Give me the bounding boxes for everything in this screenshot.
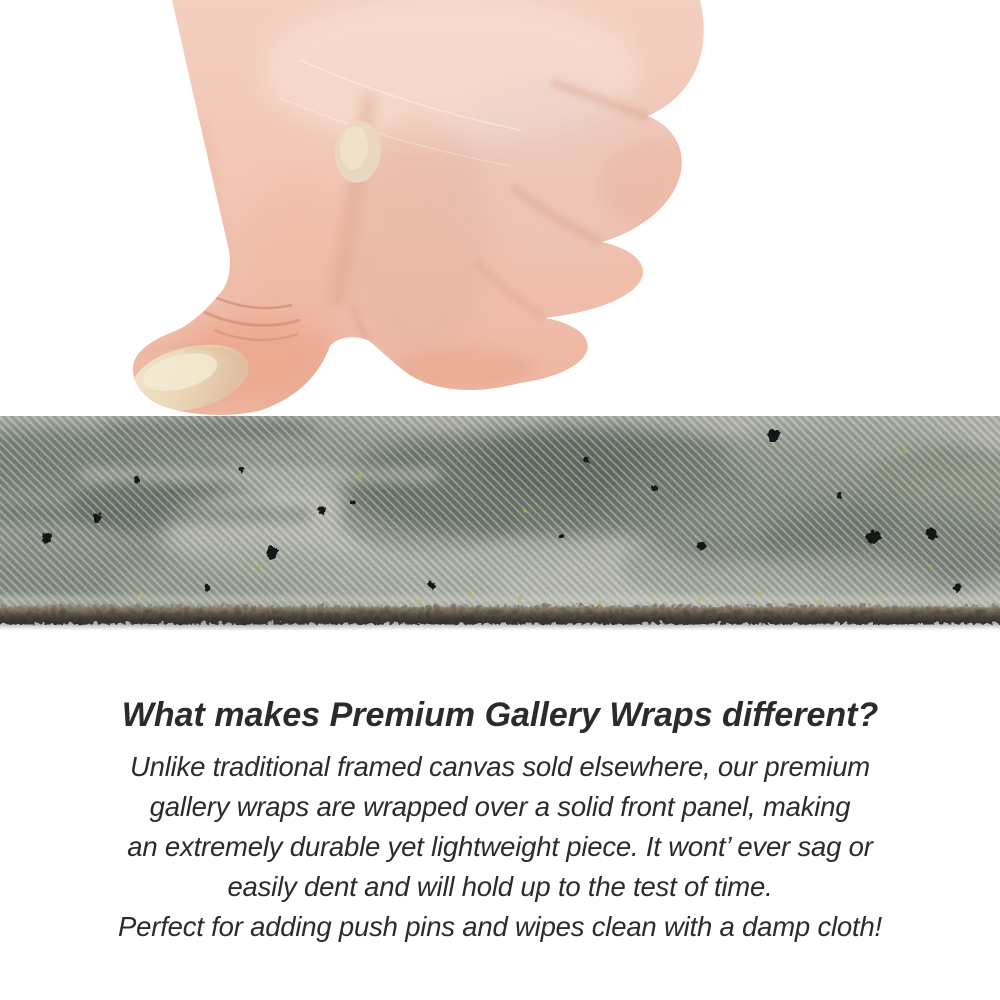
canvas-fold-highlight — [0, 596, 1000, 603]
info-line-3: an extremely durable yet lightweight piece. It wont’ ever sag or — [127, 831, 873, 862]
canvas-edge-image — [0, 416, 1000, 630]
hand-pressing-thumb-image — [0, 0, 1000, 424]
info-block — [0, 696, 1000, 947]
canvas-edge-fuzz — [0, 618, 1000, 626]
knuckle-redness — [600, 140, 720, 230]
info-line-2: gallery wraps are wrapped over a solid front panel, making — [149, 791, 851, 822]
canvas-edge-strip — [0, 416, 1000, 630]
info-line-5: Perfect for adding push pins and wipes clean with a damp cloth! — [118, 911, 882, 942]
canvas-grain-light — [0, 416, 1000, 612]
thumb-mid-shading — [245, 170, 355, 330]
info-heading: What makes Premium Gallery Wraps different? — [121, 696, 879, 734]
info-line-1: Unlike traditional framed canvas sold elsewhere, our premium — [129, 751, 870, 782]
pinky-redness — [395, 348, 535, 388]
info-line-4: easily dent and will hold up to the test of time. — [227, 871, 773, 902]
hand-photo — [0, 0, 1000, 424]
